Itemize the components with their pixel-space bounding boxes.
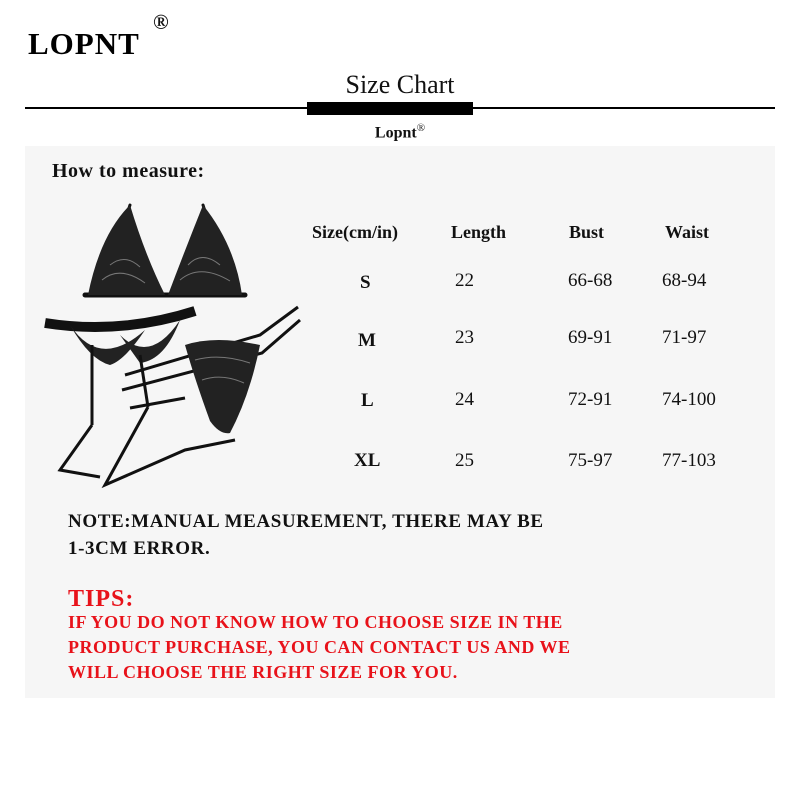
- page-title: Size Chart: [345, 70, 455, 99]
- waist-cell: 77-103: [662, 450, 716, 471]
- bust-cell: 75-97: [568, 450, 613, 471]
- size-cell: M: [358, 330, 376, 351]
- waist-cell: 71-97: [662, 327, 707, 348]
- length-cell: 23: [455, 327, 474, 348]
- note-line: 1-3CM ERROR.: [68, 538, 211, 559]
- column-header-size: Size(cm/in): [312, 222, 398, 242]
- lingerie-set-illustration: [30, 195, 320, 505]
- bust-cell: 72-91: [568, 389, 613, 410]
- sub-brand-text: Lopnt: [374, 124, 417, 142]
- bust-cell: 69-91: [568, 327, 613, 348]
- measure-label: How to measure:: [52, 160, 205, 182]
- size-cell: L: [361, 390, 374, 411]
- title-divider-accent: [307, 102, 473, 115]
- registered-mark: ®: [153, 10, 169, 34]
- sub-brand: [0, 122, 800, 142]
- measurement-note: [68, 508, 768, 562]
- waist-cell: 74-100: [662, 389, 716, 410]
- tips-line: PRODUCT PURCHASE, YOU CAN CONTACT US AND WE: [68, 637, 571, 657]
- brand-logo: LOPNT: [28, 26, 140, 61]
- note-line: NOTE:MANUAL MEASUREMENT, THERE MAY BE: [68, 511, 544, 532]
- sub-brand-mark: ®: [416, 122, 426, 134]
- tips-line: WILL CHOOSE THE RIGHT SIZE FOR YOU.: [68, 662, 458, 682]
- column-header-bust: Bust: [569, 222, 605, 242]
- size-cell: XL: [354, 450, 381, 471]
- size-cell: S: [360, 272, 371, 293]
- column-header-waist: Waist: [665, 222, 710, 242]
- tips-line: IF YOU DO NOT KNOW HOW TO CHOOSE SIZE IN THE: [68, 612, 563, 632]
- length-cell: 24: [455, 389, 474, 410]
- column-header-length: Length: [451, 222, 507, 242]
- bust-cell: 66-68: [568, 270, 613, 291]
- waist-cell: 68-94: [662, 270, 707, 291]
- tips-text: [68, 610, 748, 685]
- tips-title: TIPS:: [68, 586, 135, 612]
- length-cell: 25: [455, 450, 474, 471]
- length-cell: 22: [455, 270, 474, 291]
